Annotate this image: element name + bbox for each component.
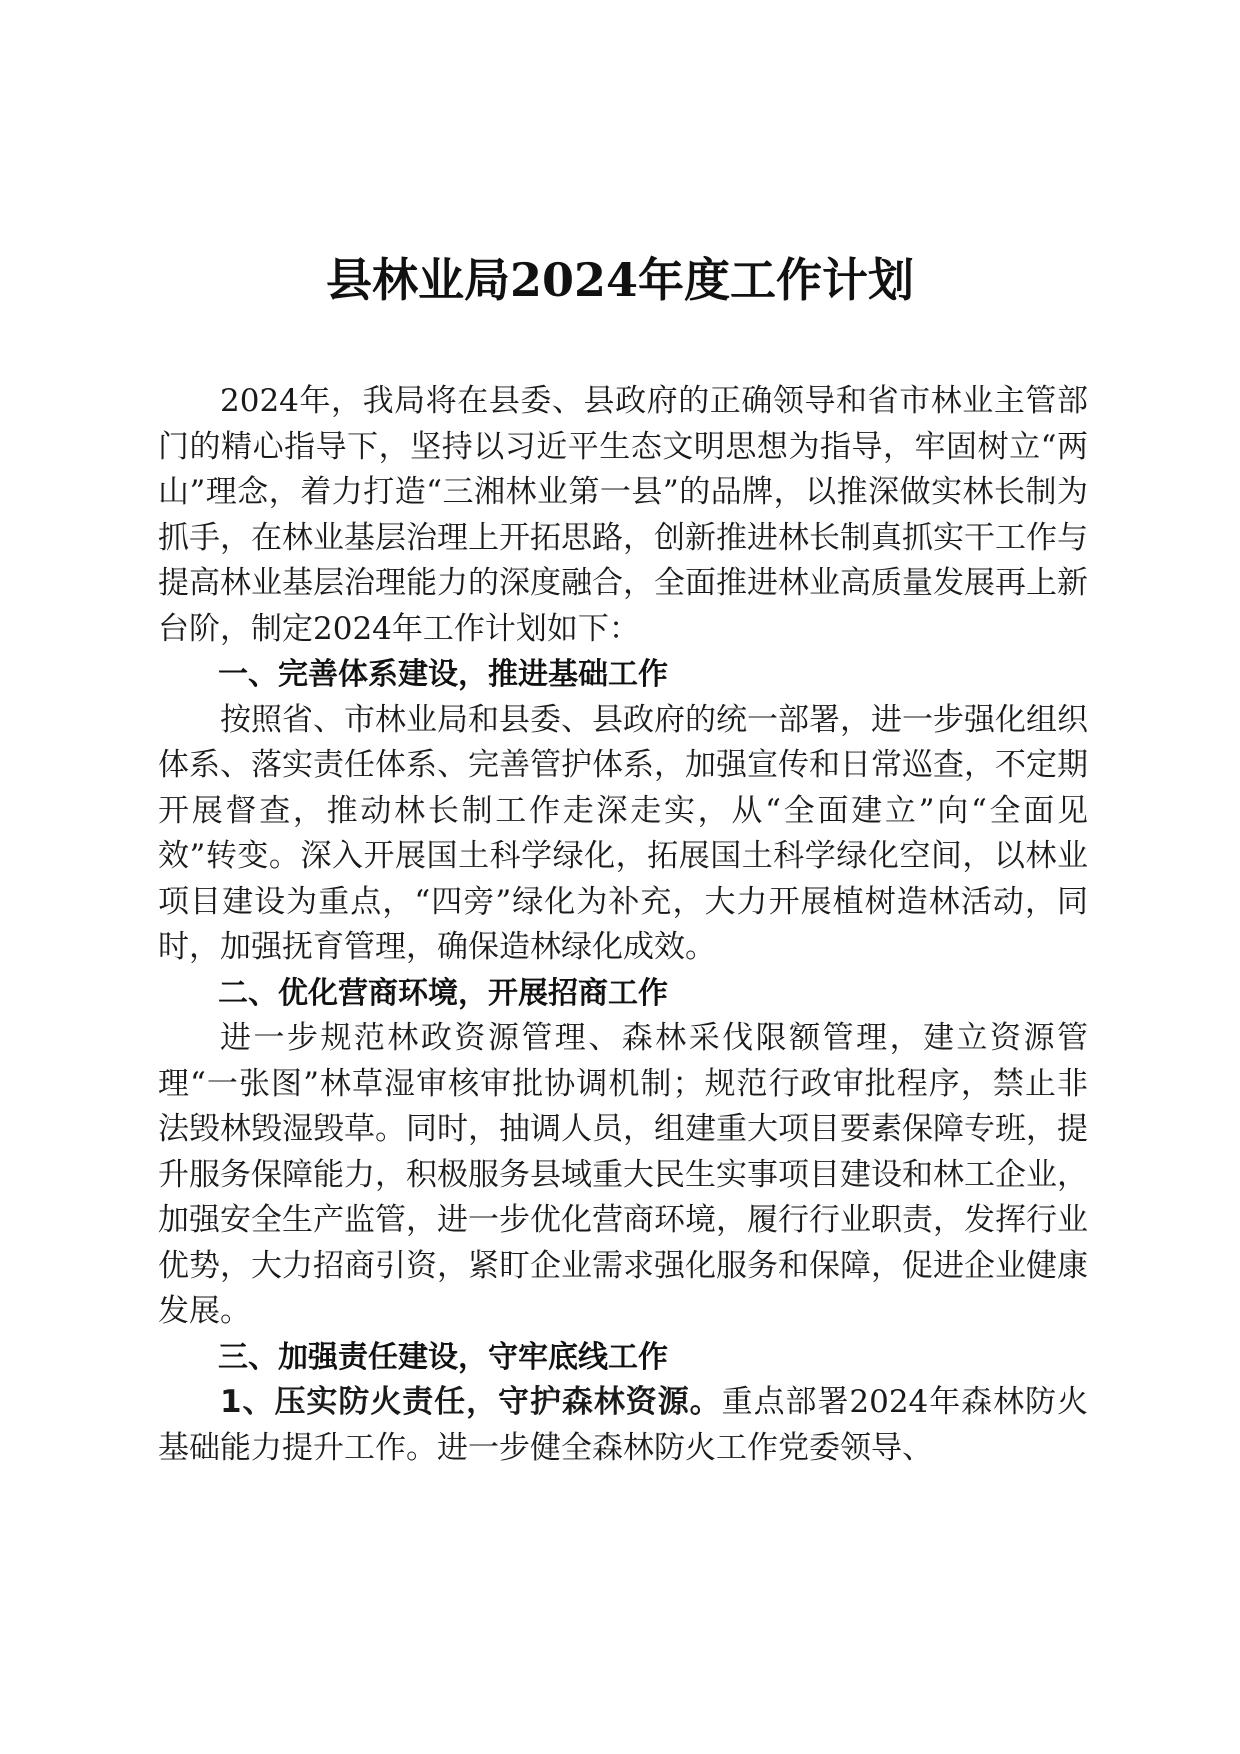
section-paragraph-3	[158, 1380, 1088, 1471]
section-paragraph-1: 按照省、市林业局和县委、县政府的统一部署，进一步强化组织体系、落实责任体系、完善管护体系，加强宣传和日常巡查，不定期开展督查，推动林长制工作走深走实，从“全面建立”向“全面见效”转变。深入开展国土科学绿化，拓展国土科学绿化空间，以林业项目建设为重点，“四旁”绿化为补充，大力开展植树造林活动，同时，加强抚育管理，确保造林绿化成效。	[158, 701, 1088, 965]
section-heading-3: 三、加强责任建设，守牢底线工作	[218, 1339, 668, 1375]
document-body	[158, 379, 1088, 1471]
subsection-text: 重点部署2024年森林防火基础能力提升工作。进一步健全森林防火工作党委领导、	[158, 1384, 1088, 1466]
document-title: 县林业局2024年度工作计划	[325, 253, 915, 307]
intro-paragraph: 2024年，我局将在县委、县政府的正确领导和省市林业主管部门的精心指导下，坚持以习近平生态文明思想为指导，牢固树立“两山”理念，着力打造“三湘林业第一县”的品牌，以推深做实林长制为抓手，在林业基层治理上开拓思路，创新推进林长制真抓实干工作与提高林业基层治理能力的深度融合，全面推进林业高质量发展再上新台阶，制定2024年工作计划如下：	[158, 383, 1088, 647]
section-heading-2: 二、优化营商环境，开展招商工作	[218, 975, 668, 1011]
section-heading-1: 一、完善体系建设，推进基础工作	[218, 657, 668, 692]
subsection-lead: 1、压实防火责任，守护森林资源。	[220, 1384, 722, 1420]
section-paragraph-2: 进一步规范林政资源管理、森林采伐限额管理，建立资源管理“一张图”林草湿审核审批协调机制；规范行政审批程序，禁止非法毁林毁湿毁草。同时，抽调人员，组建重大项目要素保障专班，提升服务保障能力，积极服务县域重大民生实事项目建设和林工企业，加强安全生产监管，进一步优化营商环境，履行行业职责，发挥行业优势，大力招商引资，紧盯企业需求强化服务和保障，促进企业健康发展。	[158, 1020, 1088, 1329]
